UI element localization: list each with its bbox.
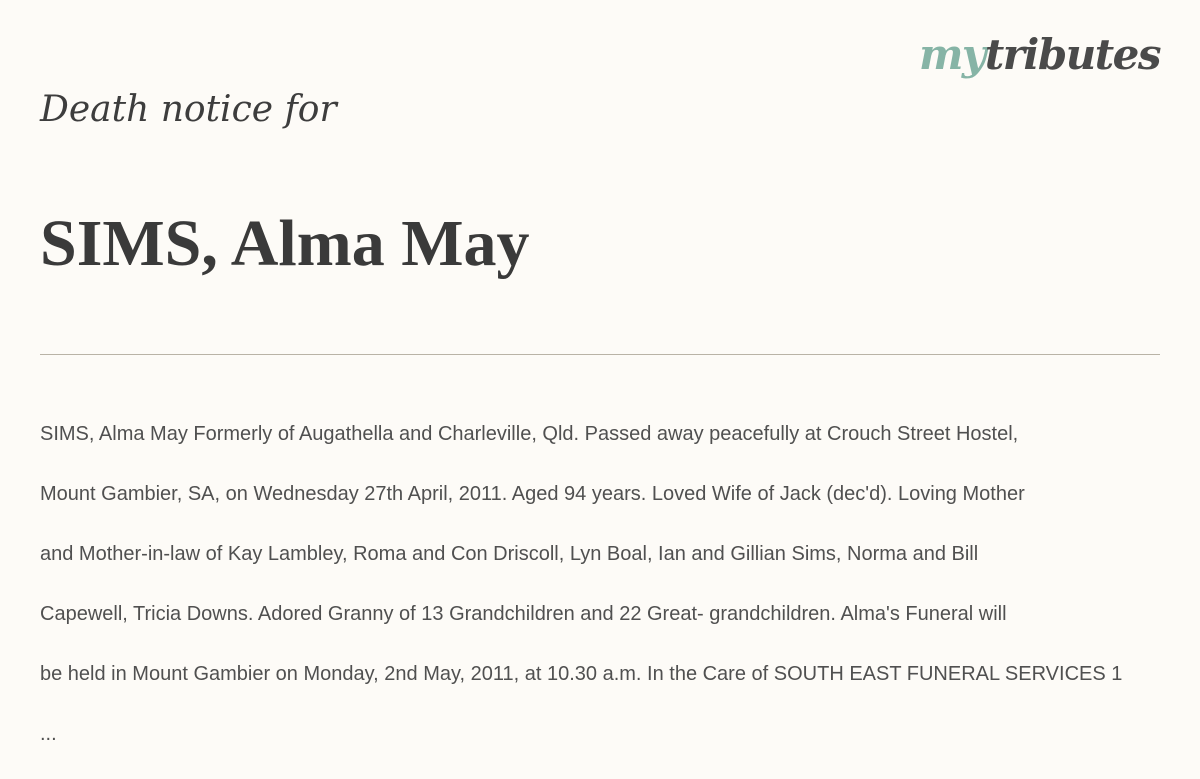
logo-tributes: tributes — [984, 30, 1160, 79]
mytributes-logo[interactable] — [918, 30, 1160, 79]
deceased-name: SIMS, Alma May — [40, 207, 530, 280]
divider — [40, 354, 1160, 355]
notice-line: be held in Mount Gambier on Monday, 2nd May, 2011, at 10.30 a.m. In the Care of SOUTH EAST FUNERAL SERVICES 1 — [40, 663, 1123, 685]
notice-line: SIMS, Alma May Formerly of Augathella and Charleville, Qld. Passed away peacefully at Crouch Street Hostel, — [40, 423, 1019, 445]
notice-line: Mount Gambier, SA, on Wednesday 27th April, 2011. Aged 94 years. Loved Wife of Jack (dec'd). Loving Mother — [40, 483, 1025, 505]
notice-line: Capewell, Tricia Downs. Adored Granny of 13 Grandchildren and 22 Great- grandchildren. Alma's Funeral will — [40, 603, 1007, 625]
notice-ellipsis: ... — [40, 723, 57, 745]
notice-text — [40, 389, 1160, 779]
notice-line: and Mother-in-law of Kay Lambley, Roma and Con Driscoll, Lyn Boal, Ian and Gillian Sims, Norma and Bill — [40, 543, 979, 565]
logo-my: my — [918, 30, 985, 79]
notice-heading: Death notice for — [40, 89, 337, 130]
